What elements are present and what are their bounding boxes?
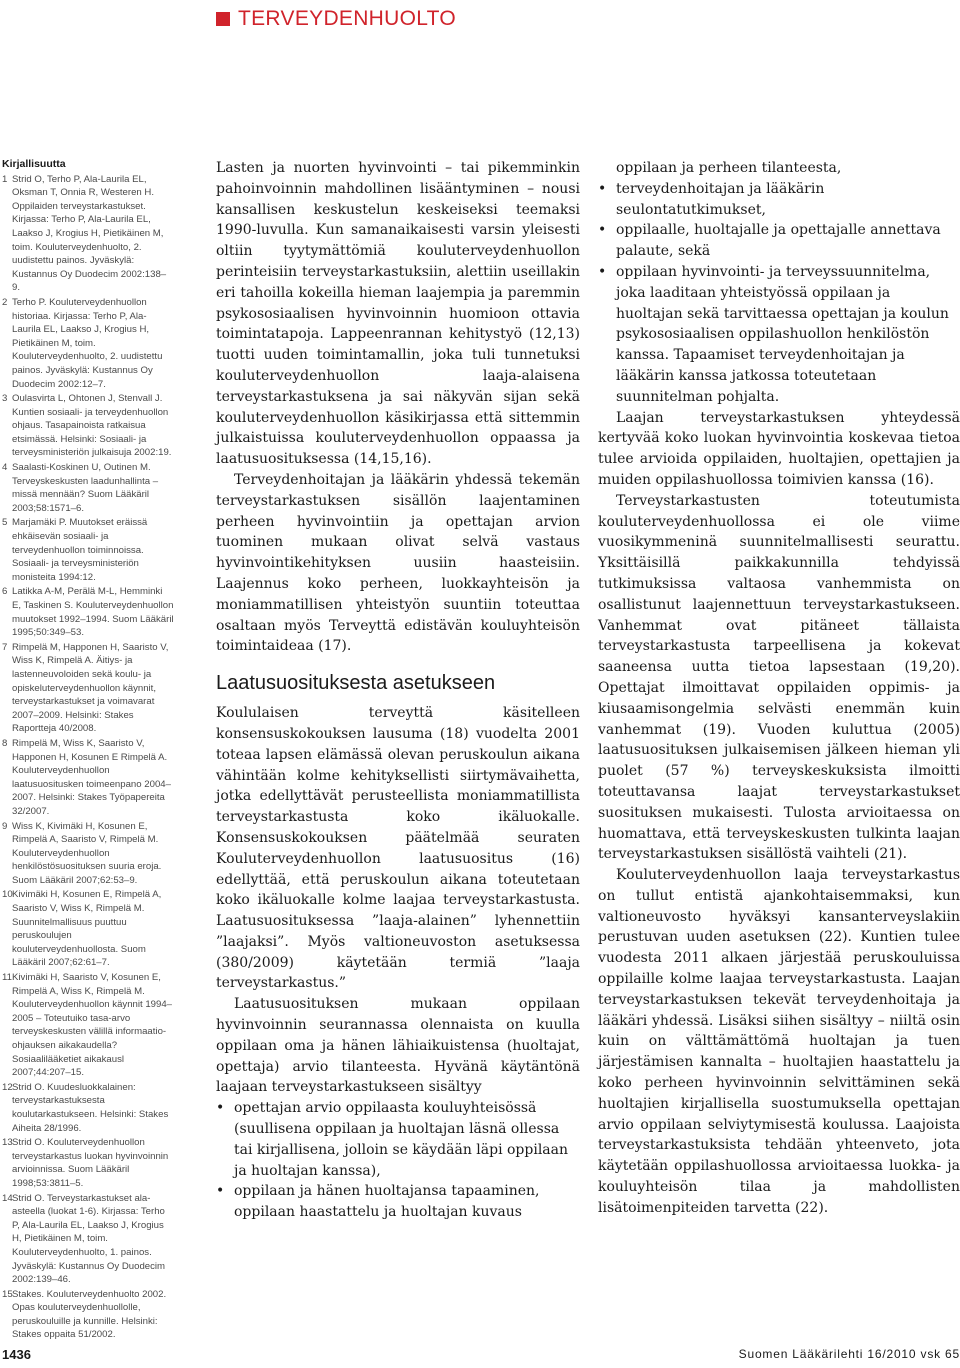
paragraph: Terveystarkastusten toteutumista kouluterveydenhuollossa ei ole viime vuosikymmeninä suunnitelmallisesti seurattu. Yksittäisillä paikkakunnilla tehdyissä tutkimuksissa valtaosa vanhemmista on osallistunut laajennettuun terveystarkastukseen. Vanhemmat ovat pitäneet tällaista terveystarkastusta tarpeellisena ja kokevat saaneensa uutta tietoa lapsestaan (19,20). Opettajat ilmoittavat oppilaiden oppimis- ja kiusaamisongelmia selvästi enemmän kuin vanhemmat (19). Vuoden kuluttua (2005) laatusuosituksen julkaisemisen jälkeen hieman yli puolet (57 %) terveyskeskuksista ilmoitti toteuttavansa laajat terveystarkastukset suosituksen mukaisesti. Tulosta arvioitaessa on huomattava, että terveyskeskusten tulkinta laajan terveystarkastuksen sisällöstä vaihteli (21). bbox=[598, 492, 960, 863]
reference-number: 9 bbox=[2, 820, 8, 832]
reference-text: Kivimäki H, Saaristo V, Kosunen E, Rimpelä A, Wiss K, Rimpelä M. Kouluterveydenhuollon käynnit 1994–2005 – Toteutuiko tasa-arvo terveyskeskusten välillä informaatio-ohjauksen aikakaudella? Sosiaalilääketiet aikakausl 2007;44:207–15. bbox=[12, 972, 173, 1079]
bullet-text: oppilaalle, huoltajalle ja opettajalle annettava palaute, sekä bbox=[616, 222, 941, 260]
bullet-text: oppilaan ja perheen tilanteesta, bbox=[616, 160, 842, 176]
reference-number: 15 bbox=[2, 1288, 13, 1300]
paragraph: Koululaisen terveyttä käsitelleen konsensuskokouksen lausuma (18) vuodelta 2001 toteaa lapsen elämässä olevan peruskoulun aikana vähintään kolme kehityksellisti siirtymävaihetta, jotka edellyttävät perusteellista moniammatillista terveystarkastusta koko ikäluokalle. Konsensuskokouksen päätelmää seuraten Kouluterveydenhuollon laatusuositus (16) edellyttää, että peruskoulun aikana toteutetaan koko ikäluokalle kolme laajaa terveystarkastusta. Laatusuosituksessa ”laaja-alainen” lyhennettiin ”laajaksi”. Myös valtioneuvoston asetuksessa (380/2009) käytetään termiä ”laaja terveystarkastus.” bbox=[216, 705, 580, 992]
article-column-right bbox=[598, 158, 960, 1219]
reference-item bbox=[2, 971, 174, 1080]
bullet-text: oppilaan ja hänen huoltajansa tapaaminen, oppilaan haastattelu ja huoltajan kuvaus bbox=[234, 1183, 540, 1221]
reference-item bbox=[2, 392, 174, 460]
bullet-text: terveydenhoitajan ja lääkärin seulontatutkimukset, bbox=[616, 180, 825, 218]
reference-number: 1 bbox=[2, 173, 8, 185]
section-title: TERVEYDENHUOLTO bbox=[238, 7, 457, 30]
reference-item bbox=[2, 585, 174, 639]
reference-number: 5 bbox=[2, 517, 8, 529]
bullet-item bbox=[216, 1098, 580, 1181]
reference-text: Strid O. Terveystarkastukset ala-asteella (luokat 1-6). Kirjassa: Terho P, Ala-Laurila EL, Laakso J, Krogius H, Pietikäinen M, toim. Kouluterveydenhuolto, 1. painos. Jyväskylä: Kustannus Oy Duodecim 2002:139–46. bbox=[12, 1192, 166, 1286]
reference-number: 4 bbox=[2, 462, 8, 474]
bullet-text: oppilaan hyvinvointi- ja terveyssuunnitelma, joka laaditaan yhteistyössä oppilaan ja huoltajan sekä tarvittaessa opettajan ja koulun psykososiaalisen oppilashuollon henkilöstön kanssa. Tapaamiset terveydenhoitajan ja lääkärin kanssa jatkossa toteutetaan suunnitelman pohjalta. bbox=[616, 263, 949, 405]
reference-number: 14 bbox=[2, 1192, 13, 1204]
reference-text: Strid O. Kuudesluokkalainen: terveystarkastuksesta koulutarkastukseen. Helsinki: Stakes Aiheita 28/1996. bbox=[12, 1081, 169, 1134]
paragraph: Kouluterveydenhuollon laaja terveystarkastus on tullut entistä ajankohtaisemmaksi, kun valtioneuvosto hyväksyi kansanterveyslakiin perustuvan uuden asetuksen (22). Kuntien tulee vuodesta 2011 alkaen järjestää peruskouluissa oppilaille kolme laajaa terveystarkastusta. Laajan terveystarkastuksen tekevät terveydenhoitaja ja lääkäri yhdessä. Lisäksi siihen sisältyy – niiltä osin kuin on välttämättömä huoltajan ja tuen järjestämisen kannalta – huoltajien haastattelu ja koko perheen hyvinvoinnin selvittäminen sekä huoltajien kirjallisella suostumuksella opettajan arvio oppilaan selviytymisestä koulussa. Laajoista terveystarkastuksista tehdään yhteenveto, jota käytetään oppilashuollossa arvioitaessa luokka- ja kouluyhteisön tilaa ja mahdollisten lisätoimenpiteiden tarvetta (22). bbox=[598, 867, 960, 1216]
bullet-item bbox=[598, 179, 960, 221]
reference-number: 10 bbox=[2, 889, 13, 901]
reference-item bbox=[2, 737, 174, 819]
bullet-marker: • bbox=[598, 263, 607, 280]
reference-text: Wiss K, Kivimäki H, Kosunen E, Rimpelä A, Saaristo V, Rimpelä M. Kouluterveydenhuollon henkilöstösuosituksen suuria eroja. Suom Lääkäril 2007;62:53–9. bbox=[12, 820, 162, 886]
bullet-marker: • bbox=[216, 1100, 225, 1117]
references-sidebar bbox=[2, 158, 174, 1343]
section-header bbox=[216, 4, 456, 34]
reference-number: 3 bbox=[2, 393, 8, 405]
reference-text: Marjamäki P. Muutokset eräissä ehkäisevän sosiaali- ja terveydenhuollon toiminnoissa. Sosiaali- ja terveysministeriön monisteita 1994:12. bbox=[12, 517, 148, 583]
section-heading: Laatusuosituksesta asetukseen bbox=[216, 672, 496, 695]
reference-item bbox=[2, 1081, 174, 1135]
paragraph: Terveydenhoitajan ja lääkärin yhdessä tekemän terveystarkastuksen sisällön laajentaminen perheen hyvinvointiin ja opettajan arvion tuominen mukaan olivat selvä vastaus hyvinvointikehityksen uusiin haasteisiin. Laajennus koko perheen, luokkayhteisön ja moniammatillisen yhteistyön suuntiin toteuttaa osaltaan myös Terveyttä edistävän kouluyhteisön toimintaideaa (17). bbox=[216, 471, 580, 655]
journal-footer: Suomen Lääkärilehti 16/2010 vsk 65 bbox=[738, 1347, 960, 1361]
reference-item bbox=[2, 820, 174, 888]
bullet-text: opettajan arvio oppilaasta kouluyhteisössä (suullisena oppilaan ja huoltajan läsnä ollessa tai kirjallisena, jolloin se käydään läpi oppilaan ja huoltajan kanssa), bbox=[234, 1100, 569, 1179]
reference-number: 7 bbox=[2, 641, 8, 653]
reference-text: Stakes. Kouluterveydenhuolto 2002. Opas kouluterveydenhuollolle, peruskouluille ja kunnille. Helsinki: Stakes oppaita 51/2002. bbox=[12, 1288, 167, 1341]
reference-item bbox=[2, 1288, 174, 1342]
reference-text: Rimpelä M, Wiss K, Saaristo V, Happonen H, Kosunen E Rimpelä A. Kouluterveydenhuollon laatusuositusken toimeenpano 2004–2007. Helsinki: Stakes Työpapereita 32/2007. bbox=[12, 737, 171, 817]
reference-item bbox=[2, 296, 174, 391]
bullet-continuation bbox=[598, 158, 960, 179]
reference-number: 2 bbox=[2, 296, 8, 308]
bullet-item bbox=[598, 262, 960, 408]
reference-number: 11 bbox=[2, 972, 12, 984]
reference-number: 12 bbox=[2, 1081, 13, 1093]
reference-item bbox=[2, 173, 174, 295]
reference-text: Terho P. Kouluterveydenhuollon historiaa. Kirjassa: Terho P, Ala-Laurila EL, Laakso J, Krogius H, Pietikäinen M, toim. Kouluterveydenhuolto, 2. uudistettu painos. Jyväskylä: Kustannus Oy Duodecim 2002:12–7. bbox=[12, 296, 163, 390]
paragraph: Laatusuosituksen mukaan oppilaan hyvinvoinnin seurannassa olennaista on kuulla oppilaan oma ja hänen lähiaikuistensa (huoltajat, opettaja) arvio tilanteesta. Hyvänä käytäntönä laajaan terveystarkastukseen sisältyy bbox=[216, 996, 580, 1096]
reference-text: Saalasti-Koskinen U, Outinen M. Terveyskeskusten laadunhallinta – missä mennään? Suom Lääkäril 2003;58:1571–6. bbox=[12, 462, 159, 514]
reference-text: Oulasvirta L, Ohtonen J, Stenvall J. Kuntien sosiaali- ja terveydenhuollon ohjaus. Tasapainoista ratkaisua etsimässä. Helsinki: Sosiaali- ja terveysministeriön julkaisuja 2002:19. bbox=[12, 393, 172, 459]
page-number: 1436 bbox=[2, 1347, 31, 1362]
reference-item bbox=[2, 461, 174, 515]
reference-text: Strid O, Terho P, Ala-Laurila EL, Oksman T, Onnia R, Westeren H. Oppilaiden terveystarkastukset. Kirjassa: Terho P, Ala-Laurila EL, Laakso J, Krogius H, Pietikäinen M, toim. Kouluterveydenhuolto, 2. uudistettu painos. Jyväskylä: Kustannus Oy Duodecim 2002:138–9. bbox=[12, 173, 167, 294]
bullet-item bbox=[216, 1181, 580, 1223]
article-column-left bbox=[216, 158, 580, 1223]
bullet-item bbox=[598, 220, 960, 262]
paragraph: Laajan terveystarkastuksen yhteydessä kertyvää koko luokan hyvinvointia koskevaa tietoa tulee arvioida oppilaiden, huoltajien, opettajien ja muiden oppilashuollossa toimivien kanssa (16). bbox=[598, 409, 960, 488]
reference-number: 13 bbox=[2, 1137, 13, 1149]
references-heading: Kirjallisuutta bbox=[2, 158, 66, 170]
reference-item bbox=[2, 516, 174, 584]
bullet-marker: • bbox=[216, 1183, 225, 1200]
reference-number: 8 bbox=[2, 737, 8, 749]
reference-item bbox=[2, 1136, 174, 1190]
reference-text: Kivimäki H, Kosunen E, Rimpelä A, Saaristo V, Wiss K, Rimpelä M. Suunnitelmallisuus puuttuu peruskoulujen kouluterveydenhuollosta. Suom Lääkäril 2007;62:61–7. bbox=[12, 889, 162, 969]
reference-text: Strid O. Kouluterveydenhuollon terveystarkastus luokan hyvinvoinnin arvioinnissa. Suom Lääkäril 1998;53:3811–5. bbox=[12, 1137, 169, 1189]
reference-item bbox=[2, 641, 174, 736]
paragraph: Lasten ja nuorten hyvinvointi – tai pikemminkin pahoinvoinnin mahdollinen lisääntyminen – nousi kansallisen keskustelun keskeiseksi teemaksi 1990-luvulla. Kun samanaikaisesti varsin yleisesti oltiin tyytymättömiä kouluterveydenhuollon perinteisiin terveystarkastuksiin, alettiin useillakin eri tahoilla kokeilla hieman laajempia ja paremmin psykososiaalisen hyvinvoinnin huomioon ottavia toimintatapoja. Lappeenrannan kehitystyö (12,13) tuotti uuden toimintamallin, joka tuli tunnetuksi kouluterveydenhuollon laaja-alaisena terveystarkastuksena ja sai näkyvän sijan sekä kouluterveydenhuollon käsikirjassa että sittemmin julkaistuissa kouluterveydenhuollon oppaassa ja laatusuosituksessa (14,15,16). bbox=[216, 160, 580, 468]
bullet-marker: • bbox=[598, 180, 607, 197]
reference-text: Rimpelä M, Happonen H, Saaristo V, Wiss K, Rimpelä A. Äitiys- ja lastenneuvoloiden sekä koulu- ja opiskeluterveydenhuollon käynnit, terveystarkastukset ja voimavarat 2007–2009. Helsinki: Stakes Raportteja 40/2008. bbox=[12, 641, 169, 735]
reference-item bbox=[2, 1192, 174, 1287]
section-marker-square bbox=[216, 12, 230, 26]
reference-number: 6 bbox=[2, 586, 8, 598]
references-list bbox=[2, 173, 174, 1342]
reference-text: Latikka A-M, Perälä M-L, Hemminki E, Taskinen S. Kouluterveydenhuollon muutokset 1992–1994. Suom Lääkäril 1995;50:349–53. bbox=[12, 586, 174, 639]
bullet-marker: • bbox=[598, 222, 607, 239]
reference-item bbox=[2, 888, 174, 970]
